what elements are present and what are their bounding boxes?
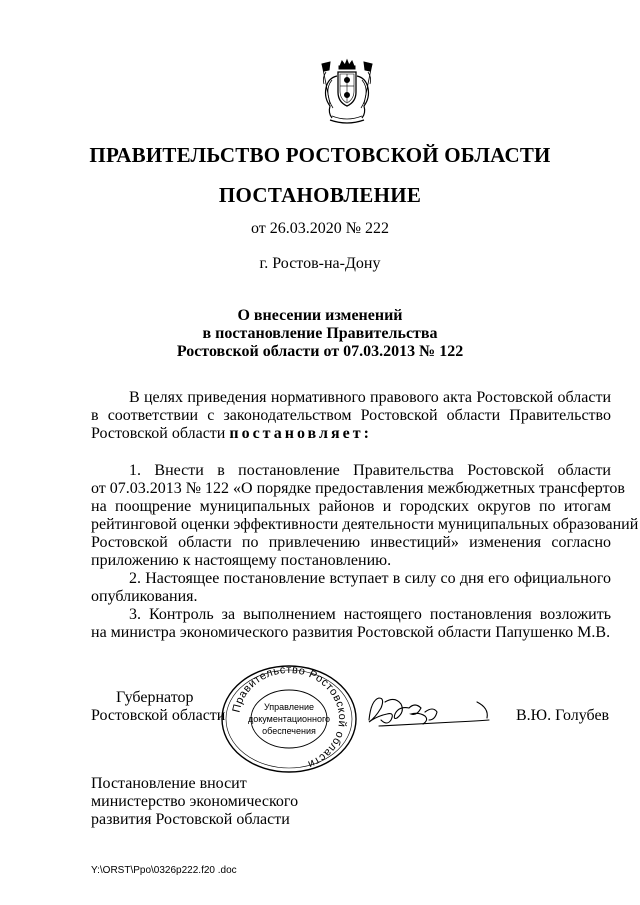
signatory-position <box>91 689 225 725</box>
stamp-inner-line: Управление <box>263 702 315 712</box>
item-line: Ростовской области по привлечению инвестиций» изменения согласно <box>91 534 611 551</box>
item-line: опубликования. <box>91 588 198 605</box>
item-line: приложению к настоящему постановлению. <box>91 552 392 569</box>
document-city: г. Ростов-на-Дону <box>259 255 381 272</box>
stamp-outer-text: Правительство Ростовской области <box>230 664 349 771</box>
stamp-inner-line: документационного <box>247 714 331 724</box>
position-line: Ростовской области <box>91 707 226 724</box>
preamble-line: В целях приведения нормативного правового акта Ростовской области <box>129 389 611 406</box>
position-line: Губернатор <box>116 689 194 706</box>
official-stamp <box>220 664 358 774</box>
item-line: 2. Настоящее постановление вступает в силу со дня его официального <box>129 570 611 587</box>
item-line: на министра экономического развития Ростовской области Папушенко М.В. <box>91 624 611 641</box>
submitter-note <box>91 775 298 829</box>
decree-items <box>91 462 639 642</box>
coat-of-arms-icon <box>318 58 376 130</box>
preamble-paragraph <box>91 389 611 443</box>
government-title: ПРАВИТЕЛЬСТВО РОСТОВСКОЙ ОБЛАСТИ <box>89 143 551 167</box>
item-line: 3. Контроль за выполнением настоящего постановления возложить <box>129 606 611 623</box>
stamp-inner-line: обеспечения <box>262 726 316 736</box>
file-path: Y:\ORST\Ppo\0326p222.f20 .doc <box>91 865 237 876</box>
preamble-line <box>91 425 611 443</box>
handwritten-signature <box>365 690 495 732</box>
signatory-name: В.Ю. Голубев <box>516 707 610 724</box>
document-type: ПОСТАНОВЛЕНИЕ <box>218 183 422 207</box>
preamble-line-start: Ростовской области <box>91 425 230 442</box>
submitter-line: Постановление вносит <box>91 775 247 792</box>
item-line: на поощрение муниципальных районов и городских округов по итогам <box>91 498 611 515</box>
document-date-number: от 26.03.2020 № 222 <box>250 220 390 237</box>
item-line: рейтинговой оценки эффективности деятельности муниципальных образований <box>91 516 639 533</box>
subject-line: в постановление Правительства <box>202 325 438 342</box>
subject-line: О внесении изменений <box>237 307 403 324</box>
subject-line: Ростовской области от 07.03.2013 № 122 <box>176 343 464 360</box>
preamble-line: в соответствии с законодательством Ростовской области Правительство <box>91 407 611 424</box>
item-line: от 07.03.2013 № 122 «О порядке предоставления межбюджетных трансфертов <box>91 480 625 497</box>
item-line: 1. Внести в постановление Правительства Ростовской области <box>129 462 611 479</box>
submitter-line: министерство экономического <box>91 793 299 810</box>
submitter-line: развития Ростовской области <box>91 811 290 828</box>
decree-word: постановляет: <box>229 425 372 442</box>
document-subject <box>0 307 640 361</box>
